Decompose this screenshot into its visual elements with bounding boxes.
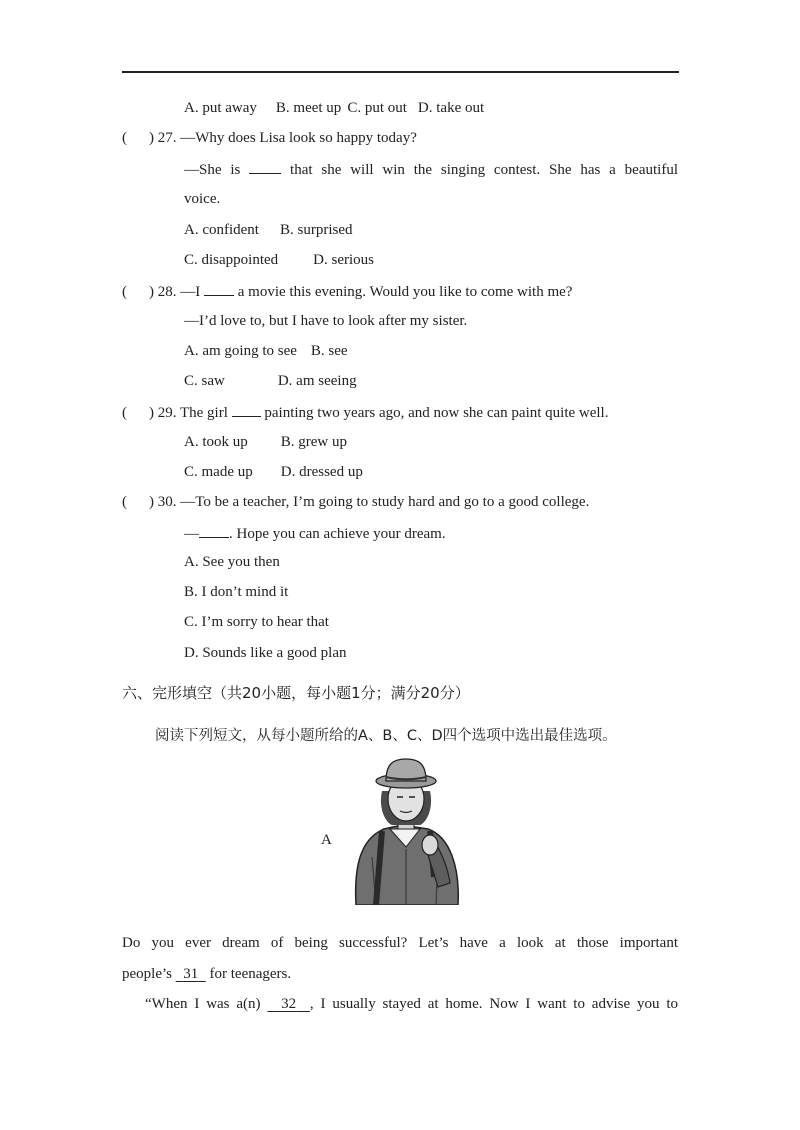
- question-number: 28.: [157, 284, 177, 300]
- blank-31: [176, 966, 206, 982]
- q26-options: [184, 99, 484, 117]
- option-d: D. serious: [313, 252, 374, 268]
- q29-options-row2: [184, 463, 363, 481]
- q28-options-row2: [184, 372, 357, 390]
- answer-paren-open: (: [122, 284, 127, 300]
- blank-32: [267, 996, 309, 1012]
- question-prompt: The girl: [179, 405, 228, 421]
- reply-text: . Hope you can achieve your dream.: [229, 526, 446, 542]
- q29-options-row1: [184, 433, 347, 451]
- option-a: A. am going to see: [184, 343, 297, 359]
- section-instruction: 阅读下列短文，从每小题所给的A、B、C、D四个选项中选出最佳选项。: [155, 728, 617, 744]
- answer-blank: [232, 402, 261, 417]
- question-number: 27.: [157, 130, 177, 146]
- q30-option-c: C. I’m sorry to hear that: [184, 614, 329, 630]
- q30-option-b: B. I don’t mind it: [184, 584, 289, 600]
- reply-text: that she will win the singing contest. She has a beautiful: [290, 162, 678, 178]
- option-b: B. grew up: [280, 434, 347, 450]
- question-30: [122, 493, 589, 511]
- q28-options-row1: [184, 342, 348, 360]
- answer-paren-close: ): [149, 494, 154, 510]
- q30-reply: [184, 523, 446, 543]
- q27-reply-cont: voice.: [184, 191, 221, 207]
- question-number: 30.: [157, 494, 177, 510]
- q26-option-d: D. take out: [417, 100, 485, 116]
- blank-number: 31: [183, 966, 199, 982]
- option-c: C. disappointed: [184, 252, 279, 268]
- passage-text: for teenagers.: [209, 966, 292, 982]
- q26-option-a: A. put away: [184, 100, 257, 116]
- question-prompt: a movie this evening. Would you like to come with me?: [237, 284, 573, 300]
- q27-options-row1: [184, 221, 352, 239]
- question-prompt: —I: [180, 284, 201, 300]
- option-d: D. am seeing: [277, 373, 357, 389]
- option-c: C. saw: [184, 373, 225, 389]
- option-a: A. confident: [184, 222, 259, 238]
- q26-option-b: B. meet up: [275, 100, 342, 116]
- option-c: C. made up: [184, 464, 253, 480]
- passage-line-2: [122, 965, 291, 983]
- passage-text: , I usually stayed at home. Now I want to advise you to: [309, 996, 679, 1012]
- q26-option-c: C. put out: [347, 100, 407, 116]
- question-prompt: —To be a teacher, I’m going to study hard and go to a good college.: [180, 494, 590, 510]
- q27-reply: [184, 159, 678, 179]
- answer-paren-open: (: [122, 130, 127, 146]
- question-prompt: —Why does Lisa look so happy today?: [180, 130, 417, 146]
- top-rule: [122, 71, 679, 73]
- q30-option-d: D. Sounds like a good plan: [184, 645, 347, 661]
- answer-blank: [204, 281, 234, 296]
- q27-options-row2: [184, 251, 374, 269]
- q30-option-a: A. See you then: [184, 554, 280, 570]
- question-number: 29.: [157, 405, 177, 421]
- answer-blank: [199, 523, 229, 538]
- section-title: 六、完形填空（共20小题，每小题1分；满分20分）: [122, 684, 470, 702]
- question-prompt: painting two years ago, and now she can paint quite well.: [264, 405, 609, 421]
- option-b: B. surprised: [279, 222, 353, 238]
- answer-blank: [249, 159, 281, 174]
- reply-text: —She is: [184, 162, 241, 178]
- answer-paren-close: ): [149, 130, 154, 146]
- passage-label: A: [321, 832, 332, 848]
- passage-text: people’s: [122, 966, 172, 982]
- blank-number: 32: [281, 996, 297, 1012]
- option-d: D. dressed up: [280, 464, 363, 480]
- passage-text: “When I was a(n): [145, 996, 261, 1012]
- answer-paren-close: ): [149, 284, 154, 300]
- passage-line-3: [145, 995, 678, 1013]
- option-b: B. see: [310, 343, 348, 359]
- answer-paren-close: ): [149, 405, 154, 421]
- question-28: [122, 281, 572, 301]
- question-29: [122, 402, 608, 422]
- option-a: A. took up: [184, 434, 248, 450]
- reply-text: —: [184, 526, 199, 542]
- passage-line-1: Do you ever dream of being successful? Let’s have a look at those important: [122, 935, 678, 951]
- man-with-hat-illustration: [342, 757, 470, 905]
- answer-paren-open: (: [122, 494, 127, 510]
- q28-reply: —I’d love to, but I have to look after my sister.: [184, 313, 468, 329]
- answer-paren-open: (: [122, 405, 127, 421]
- question-27: [122, 129, 682, 147]
